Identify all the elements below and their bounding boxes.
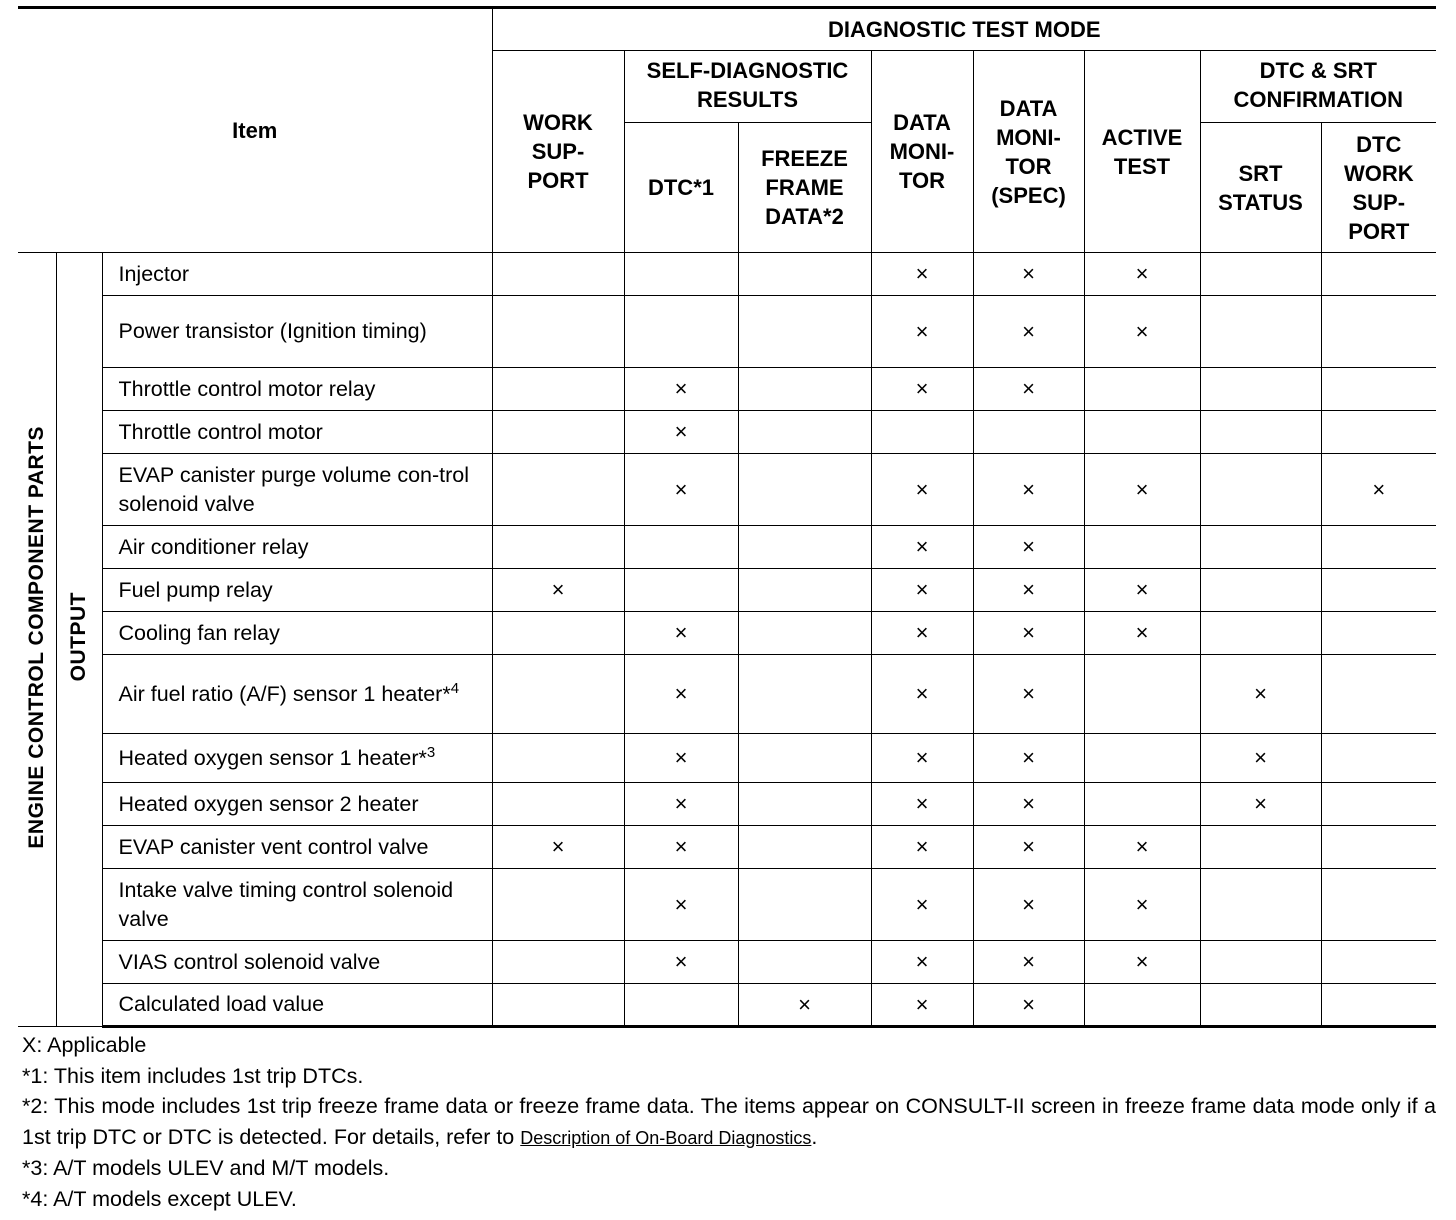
table-row <box>18 569 1436 612</box>
cell-dtc <box>624 569 738 612</box>
cell-work-support <box>492 526 624 569</box>
cell-work-support <box>492 783 624 826</box>
applicable-mark: × <box>1022 318 1035 344</box>
cell-active-test <box>1084 869 1200 941</box>
header-diagnostic-test-mode: DIAGNOSTIC TEST MODE <box>492 8 1436 51</box>
cell-dtc-work-support <box>1321 941 1436 984</box>
applicable-mark: × <box>915 376 929 401</box>
cell-freeze-frame-data <box>738 411 871 454</box>
cell-dtc-work-support <box>1321 612 1436 655</box>
item-name: Fuel pump relay <box>118 577 273 602</box>
group-label: ENGINE CONTROL COMPONENT PARTS <box>24 425 48 849</box>
cell-data-monitor <box>871 984 973 1027</box>
item-footnote-ref: 4 <box>450 679 460 697</box>
cell-freeze-frame-data <box>738 454 871 526</box>
note-1: *1: This item includes 1st trip DTCs. <box>22 1063 364 1088</box>
applicable-mark: × <box>1022 891 1035 917</box>
note-2: *2: This mode includes 1st trip freeze frame data or freeze frame data. The items appear on CONSULT-II screen in freeze frame data mode only if a 1st trip DTC or DTC is detected. For details, refer to Description of On-Board Diagnostics. <box>22 1094 1436 1149</box>
cell-active-test <box>1084 253 1200 296</box>
cell-dtc <box>624 612 738 655</box>
cell-freeze-frame-data <box>738 941 871 984</box>
item-name-cell <box>102 526 492 569</box>
cell-data-monitor-spec <box>973 734 1084 783</box>
applicable-mark: × <box>915 745 929 770</box>
applicable-mark: × <box>915 620 929 645</box>
header-dtc-work-support: DTC WORK SUP- PORT <box>1321 123 1436 253</box>
cell-dtc-work-support <box>1321 734 1436 783</box>
header-dtc-srt-confirmation: DTC & SRT CONFIRMATION <box>1200 51 1436 123</box>
cell-work-support <box>492 368 624 411</box>
applicable-mark: × <box>551 834 565 859</box>
cell-work-support <box>492 612 624 655</box>
cell-dtc <box>624 869 738 941</box>
applicable-mark: × <box>798 991 811 1017</box>
item-name-cell <box>102 869 492 941</box>
cell-srt-status <box>1200 569 1321 612</box>
item-name-cell <box>102 941 492 984</box>
item-name: Intake valve timing control solenoid valve <box>118 877 454 931</box>
cell-freeze-frame-data <box>738 526 871 569</box>
applicable-mark: × <box>1022 791 1035 816</box>
cell-freeze-frame-data <box>738 253 871 296</box>
header-data-monitor: DATA MONI- TOR <box>871 51 973 253</box>
cell-dtc <box>624 734 738 783</box>
cell-freeze-frame-data <box>738 296 871 368</box>
applicable-mark: × <box>1022 261 1035 286</box>
applicable-mark: × <box>1022 534 1035 559</box>
applicable-mark: × <box>915 991 929 1017</box>
applicable-mark: × <box>674 791 688 816</box>
cell-data-monitor-spec <box>973 454 1084 526</box>
table-row <box>18 253 1436 296</box>
cell-srt-status <box>1200 734 1321 783</box>
cell-data-monitor <box>871 869 973 941</box>
cell-work-support <box>492 984 624 1027</box>
cell-srt-status <box>1200 655 1321 734</box>
item-name-cell <box>102 783 492 826</box>
table-row <box>18 454 1436 526</box>
cell-dtc-work-support <box>1321 296 1436 368</box>
cell-active-test <box>1084 734 1200 783</box>
cell-dtc <box>624 368 738 411</box>
cell-freeze-frame-data <box>738 569 871 612</box>
cell-active-test <box>1084 454 1200 526</box>
cell-dtc <box>624 526 738 569</box>
table-row <box>18 941 1436 984</box>
cell-data-monitor <box>871 783 973 826</box>
cell-work-support <box>492 655 624 734</box>
item-name: EVAP canister purge volume con-trol solenoid valve <box>118 462 470 516</box>
cell-work-support <box>492 411 624 454</box>
item-name: Air conditioner relay <box>118 534 309 559</box>
cell-dtc-work-support <box>1321 984 1436 1027</box>
item-name: Injector <box>118 261 190 286</box>
item-name: Power transistor (Ignition timing) <box>118 319 427 343</box>
applicable-mark: × <box>1254 745 1267 770</box>
item-name: Throttle control motor relay <box>118 376 376 401</box>
subgroup-label-cell <box>56 253 102 1027</box>
group-label-cell <box>18 253 56 1027</box>
cell-active-test <box>1084 941 1200 984</box>
item-name: Heated oxygen sensor 2 heater <box>118 791 419 816</box>
applicable-mark: × <box>915 534 929 559</box>
cell-data-monitor-spec <box>973 826 1084 869</box>
applicable-mark: × <box>551 577 565 602</box>
cell-data-monitor <box>871 526 973 569</box>
applicable-mark: × <box>1135 318 1149 344</box>
applicable-mark: × <box>915 261 929 286</box>
table-row <box>18 826 1436 869</box>
cell-srt-status <box>1200 826 1321 869</box>
table-row <box>18 655 1436 734</box>
cell-data-monitor <box>871 569 973 612</box>
cell-data-monitor-spec <box>973 655 1084 734</box>
cell-dtc <box>624 984 738 1027</box>
footnotes <box>22 1030 1436 1214</box>
cell-active-test <box>1084 783 1200 826</box>
note-3: *3: A/T models ULEV and M/T models. <box>22 1156 390 1180</box>
subgroup-label: OUTPUT <box>67 592 90 682</box>
cell-freeze-frame-data <box>738 869 871 941</box>
header-self-diagnostic-results: SELF-DIAGNOSTIC RESULTS <box>624 51 871 123</box>
cell-srt-status <box>1200 526 1321 569</box>
cell-work-support <box>492 253 624 296</box>
cell-data-monitor-spec <box>973 941 1084 984</box>
cell-srt-status <box>1200 411 1321 454</box>
cell-dtc <box>624 253 738 296</box>
cell-freeze-frame-data <box>738 826 871 869</box>
item-name-cell <box>102 984 492 1027</box>
diagnostic-mode-table <box>18 6 1436 1028</box>
cell-data-monitor-spec <box>973 569 1084 612</box>
table-row <box>18 296 1436 368</box>
applicable-mark: × <box>915 476 929 502</box>
cell-data-monitor-spec <box>973 869 1084 941</box>
applicable-mark: × <box>1135 949 1149 974</box>
cell-data-monitor <box>871 253 973 296</box>
cell-data-monitor-spec <box>973 984 1084 1027</box>
cell-data-monitor <box>871 612 973 655</box>
cell-srt-status <box>1200 984 1321 1027</box>
applicable-mark: × <box>915 318 929 344</box>
applicable-mark: × <box>1022 949 1035 974</box>
cell-data-monitor-spec <box>973 368 1084 411</box>
applicable-mark: × <box>1135 834 1149 859</box>
applicable-mark: × <box>1022 620 1035 645</box>
cell-work-support <box>492 734 624 783</box>
item-name: Cooling fan relay <box>118 620 280 645</box>
cell-dtc-work-support <box>1321 569 1436 612</box>
table-row <box>18 411 1436 454</box>
applicable-mark: × <box>674 620 688 645</box>
cell-work-support <box>492 296 624 368</box>
applicable-mark: × <box>674 949 688 974</box>
item-name-cell <box>102 655 492 734</box>
header-data-monitor-spec: DATA MONI- TOR (SPEC) <box>973 51 1084 253</box>
cell-dtc <box>624 655 738 734</box>
cell-dtc-work-support <box>1321 454 1436 526</box>
item-name-cell <box>102 253 492 296</box>
header-item: Item <box>18 8 492 253</box>
cell-active-test <box>1084 984 1200 1027</box>
applicable-mark: × <box>1022 577 1035 602</box>
cell-dtc <box>624 296 738 368</box>
cell-dtc-work-support <box>1321 411 1436 454</box>
table-row <box>18 368 1436 411</box>
header-freeze-frame-data: FREEZE FRAME DATA*2 <box>738 123 871 253</box>
table-row <box>18 734 1436 783</box>
cell-srt-status <box>1200 454 1321 526</box>
cell-srt-status <box>1200 783 1321 826</box>
cell-srt-status <box>1200 368 1321 411</box>
item-name: EVAP canister vent control valve <box>118 834 429 859</box>
cell-data-monitor <box>871 296 973 368</box>
note-4: *4: A/T models except ULEV. <box>22 1186 297 1211</box>
cell-freeze-frame-data <box>738 734 871 783</box>
applicable-mark: × <box>1135 476 1149 502</box>
cell-dtc-work-support <box>1321 368 1436 411</box>
header-dtc: DTC*1 <box>624 123 738 253</box>
header-active-test: ACTIVE TEST <box>1084 51 1200 253</box>
item-name: Throttle control motor <box>118 419 323 444</box>
cell-work-support <box>492 569 624 612</box>
cell-srt-status <box>1200 296 1321 368</box>
applicable-mark: × <box>1022 745 1035 770</box>
applicable-mark: × <box>1135 261 1149 286</box>
cell-data-monitor-spec <box>973 526 1084 569</box>
cell-data-monitor-spec <box>973 783 1084 826</box>
cell-freeze-frame-data <box>738 984 871 1027</box>
cell-active-test <box>1084 826 1200 869</box>
cell-active-test <box>1084 368 1200 411</box>
applicable-mark: × <box>674 476 688 502</box>
cell-dtc-work-support <box>1321 526 1436 569</box>
cell-dtc <box>624 454 738 526</box>
applicable-mark: × <box>674 681 688 706</box>
header-srt-status: SRT STATUS <box>1200 123 1321 253</box>
cell-srt-status <box>1200 869 1321 941</box>
applicable-mark: × <box>674 419 688 444</box>
table-row <box>18 869 1436 941</box>
cell-data-monitor <box>871 826 973 869</box>
table-row <box>18 526 1436 569</box>
item-name: Air fuel ratio (A/F) sensor 1 heater* <box>118 681 451 706</box>
item-name-cell <box>102 454 492 526</box>
cell-data-monitor-spec <box>973 296 1084 368</box>
cell-dtc <box>624 783 738 826</box>
cell-freeze-frame-data <box>738 368 871 411</box>
cell-freeze-frame-data <box>738 655 871 734</box>
cell-data-monitor-spec <box>973 612 1084 655</box>
cell-active-test <box>1084 411 1200 454</box>
cell-freeze-frame-data <box>738 783 871 826</box>
header-work-support: WORK SUP- PORT <box>492 51 624 253</box>
table-row <box>18 612 1436 655</box>
item-name-cell <box>102 612 492 655</box>
cell-dtc-work-support <box>1321 826 1436 869</box>
applicable-mark: × <box>915 949 929 974</box>
applicable-mark: × <box>915 834 929 859</box>
cell-active-test <box>1084 526 1200 569</box>
applicable-mark: × <box>674 745 688 770</box>
table-row <box>18 783 1436 826</box>
cell-active-test <box>1084 655 1200 734</box>
applicable-mark: × <box>1022 376 1035 401</box>
cell-dtc-work-support <box>1321 783 1436 826</box>
applicable-mark: × <box>1135 620 1149 645</box>
cell-dtc-work-support <box>1321 253 1436 296</box>
cell-freeze-frame-data <box>738 612 871 655</box>
item-name-cell <box>102 569 492 612</box>
applicable-mark: × <box>674 834 688 859</box>
applicable-mark: × <box>1254 791 1267 816</box>
item-footnote-ref: 3 <box>426 743 436 761</box>
applicable-mark: × <box>1254 681 1267 706</box>
cell-data-monitor-spec <box>973 411 1084 454</box>
applicable-mark: × <box>915 791 929 816</box>
cell-active-test <box>1084 296 1200 368</box>
cell-data-monitor <box>871 454 973 526</box>
cell-active-test <box>1084 612 1200 655</box>
applicable-mark: × <box>915 681 929 706</box>
cell-work-support <box>492 869 624 941</box>
applicable-mark: × <box>1372 476 1386 502</box>
applicable-mark: × <box>1022 834 1035 859</box>
applicable-mark: × <box>674 376 688 401</box>
item-name-cell <box>102 296 492 368</box>
cell-dtc-work-support <box>1321 655 1436 734</box>
item-name: VIAS control solenoid valve <box>118 949 381 974</box>
item-name-cell <box>102 368 492 411</box>
applicable-mark: × <box>674 891 688 917</box>
cell-work-support <box>492 454 624 526</box>
cell-srt-status <box>1200 941 1321 984</box>
cell-srt-status <box>1200 253 1321 296</box>
cell-srt-status <box>1200 612 1321 655</box>
applicable-mark: × <box>1022 476 1035 502</box>
description-of-obd-link[interactable]: Description of On-Board Diagnostics <box>520 1127 812 1148</box>
applicable-mark: × <box>915 891 929 917</box>
applicable-mark: × <box>1022 681 1035 706</box>
cell-dtc <box>624 941 738 984</box>
item-name: Calculated load value <box>118 992 325 1016</box>
cell-data-monitor <box>871 411 973 454</box>
applicable-mark: × <box>1135 891 1149 917</box>
cell-dtc <box>624 826 738 869</box>
cell-dtc <box>624 411 738 454</box>
cell-data-monitor <box>871 368 973 411</box>
cell-work-support <box>492 826 624 869</box>
item-name: Heated oxygen sensor 1 heater* <box>118 745 427 770</box>
cell-data-monitor <box>871 655 973 734</box>
note-applicable: X: Applicable <box>22 1033 147 1057</box>
cell-data-monitor <box>871 734 973 783</box>
cell-data-monitor <box>871 941 973 984</box>
item-name-cell <box>102 734 492 783</box>
cell-data-monitor-spec <box>973 253 1084 296</box>
table-row <box>18 984 1436 1027</box>
applicable-mark: × <box>915 577 929 602</box>
cell-work-support <box>492 941 624 984</box>
applicable-mark: × <box>1022 991 1035 1017</box>
applicable-mark: × <box>1135 577 1149 602</box>
cell-active-test <box>1084 569 1200 612</box>
item-name-cell <box>102 411 492 454</box>
cell-dtc-work-support <box>1321 869 1436 941</box>
item-name-cell <box>102 826 492 869</box>
